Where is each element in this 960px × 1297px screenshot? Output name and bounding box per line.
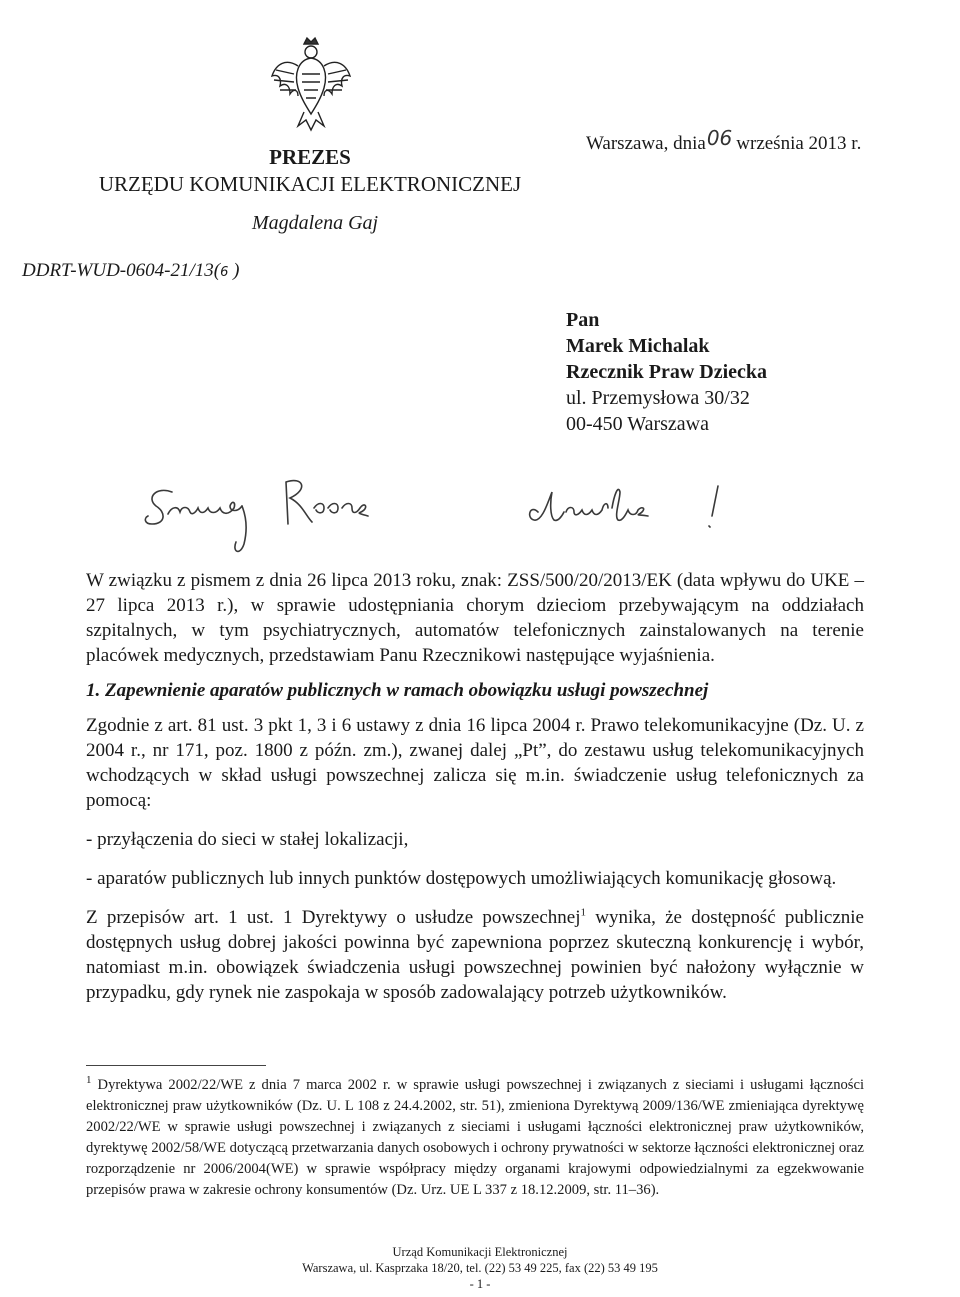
issuer-organization — [95, 144, 525, 198]
addressee-city: 00-450 Warszawa — [566, 413, 709, 435]
issuer-office: URZĘDU KOMUNIKACJI ELEKTRONICZNEJ — [98, 172, 522, 196]
reference-number-handwritten: 6 — [220, 265, 229, 280]
addressee-street: ul. Przemysłowa 30/32 — [566, 387, 750, 409]
issuer-title: PREZES — [269, 145, 351, 169]
section-1-paragraph: Zgodnie z art. 81 ust. 3 pkt 1, 3 i 6 ustawy z dnia 16 lipca 2004 r. Prawo telekomunikacyjne (Dz. U. z 2004 r., nr 171, poz. 1800 z późn. zm.), zwanej dalej „Pt”, do zestawu usług telekomunikacyjnych wchodzących w skład usługi powszechnej zalicza się m.in. świadczenie usług telefonicznych za pomocą: — [86, 715, 864, 811]
footnote-text: Dyrektywa 2002/22/WE z dnia 7 marca 2002 r. w sprawie usługi powszechnej i związanych z sieciami i usługami łączności elektronicznej praw użytkowników (Dz. U. L 108 z 24.4.2002, str. 51), zmieniona Dyrektywą 2009/136/WE zmieniająca dyrektywę 2002/22/WE w sprawie usługi powszechnej i związanych z sieciami i usługami łączności elektronicznej praw użytkowników, dyrektywę 2002/58/WE dotyczącą przetwarzania danych osobowych i ochrony prywatności w sektorze łączności elektronicznej oraz rozporządzenie nr 2006/2004(WE) w sprawie współpracy między organami krajowymi odpowiedzialnymi za egzekwowanie przepisów prawa w zakresie ochrony konsumentów (Dz. Urz. UE L 337 z 18.12.2009, str. 11–36). — [86, 1077, 864, 1198]
date-handwritten-day: 06 — [706, 126, 733, 150]
reference-number-text: DDRT-WUD-0604-21/13( — [22, 260, 221, 281]
date-prefix: Warszawa, dnia — [586, 133, 706, 154]
directive-paragraph-start: Z przepisów art. 1 ust. 1 Dyrektywy o usłudze powszechnej — [86, 907, 581, 928]
directive-paragraph-end: wynika, że dostępność publicznie dostępnych usług dobrej jakości powinna być zapewniona poprzez skuteczną konkurencję i wybór, natomiast m.in. obowiązek świadczenia usługi powszechnej powinien być nałożony wyłącznie w przypadku, gdy rynek nie zaspokaja w sposób zadowalający potrzeb użytkowników. — [86, 907, 864, 1003]
signatory-name: Magdalena Gaj — [252, 212, 379, 234]
list-item: - przyłączenia do sieci w stałej lokalizacji, — [86, 829, 409, 850]
intro-paragraph: W związku z pismem z dnia 26 lipca 2013 roku, znak: ZSS/500/20/2013/EK (data wpływu do UKE – 27 lipca 2013 r.), w sprawie udostępniania chorym dzieciom przebywającym na oddziałach szpitalnych, w tym psychiatrycznych, automatów telefonicznych zainstalowanych na terenie placówek medycznych, przedstawiam Panu Rzecznikowi następujące wyjaśnienia. — [86, 570, 864, 666]
directive-paragraph — [86, 905, 864, 1005]
addressee-block — [566, 307, 767, 437]
footer-office: Urząd Komunikacji Elektronicznej — [392, 1245, 568, 1259]
footnote-divider — [86, 1065, 266, 1066]
reference-number-end: ) — [228, 260, 240, 281]
date-suffix: września 2013 r. — [736, 133, 862, 154]
addressee-title: Pan — [566, 309, 600, 331]
letter-body — [86, 568, 864, 1005]
handwritten-greeting — [138, 472, 758, 572]
polish-eagle-emblem-icon — [268, 34, 354, 134]
addressee-position: Rzecznik Praw Dziecka — [566, 361, 768, 383]
footnote-marker: 1 — [86, 1074, 92, 1087]
list-item: - aparatów publicznych lub innych punktów dostępowych umożliwiających komunikację głosową. — [86, 868, 837, 889]
section-heading-1: 1. Zapewnienie aparatów publicznych w ramach obowiązku usługi powszechnej — [86, 680, 709, 701]
footer-contact: Warszawa, ul. Kasprzaka 18/20, tel. (22) 53 49 225, fax (22) 53 49 195 — [302, 1261, 658, 1275]
footnote — [86, 1075, 864, 1201]
page-number: - 1 - — [469, 1277, 491, 1291]
footnote-reference: 1 — [580, 906, 586, 919]
reference-number — [22, 260, 239, 282]
addressee-name: Marek Michalak — [566, 335, 710, 357]
date-line — [586, 126, 862, 155]
page-footer — [280, 1244, 680, 1292]
